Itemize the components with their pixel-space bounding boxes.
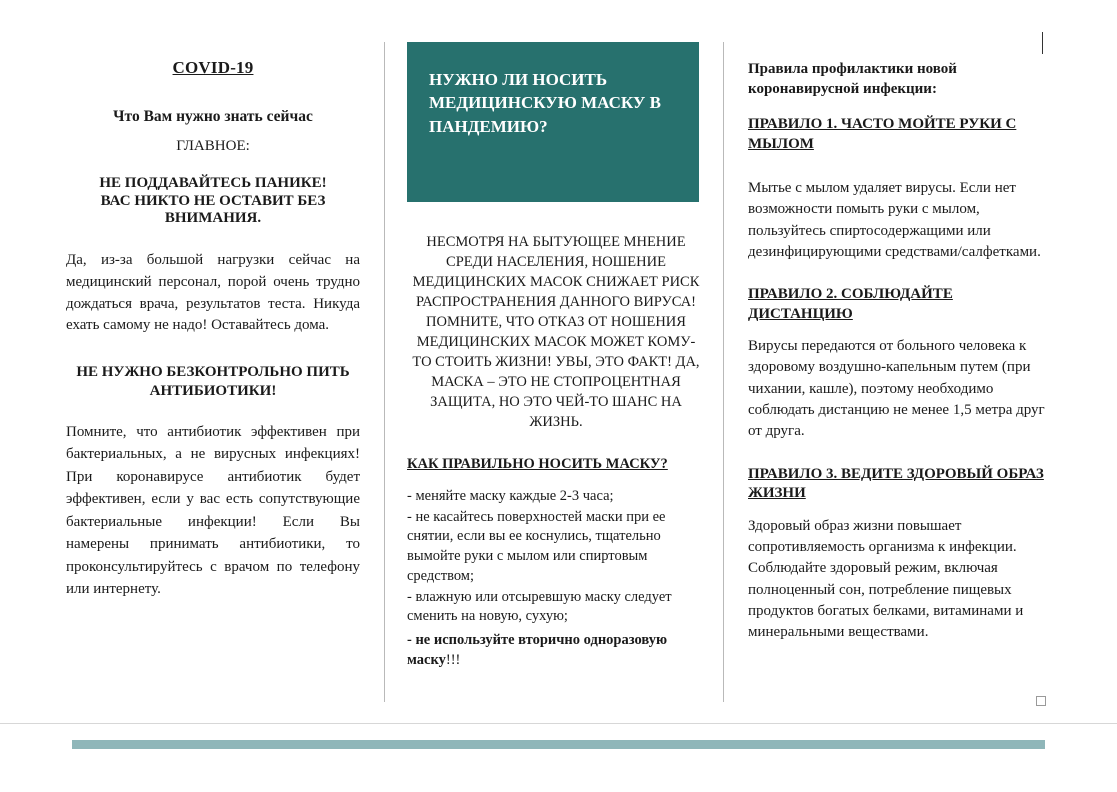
- middle-column: [384, 42, 724, 702]
- main-label: ГЛАВНОЕ:: [176, 138, 250, 154]
- rule-2-text: Вирусы передаются от больного человека к здоровому воздушно-капельным путем (при чихании, кашле), поэтому необходимо соблюдать дистанцию не менее 1,5 метра друг от друга.: [748, 338, 1045, 440]
- list-item-tail: !!!: [445, 651, 461, 668]
- list-item: - меняйте маску каждые 2-3 часа;: [407, 488, 614, 504]
- page-end-marker: [1036, 696, 1046, 706]
- prevention-heading: Правила профилактики новой коронавирусной инфекции:: [748, 61, 957, 97]
- footer-separator: [0, 723, 1117, 724]
- list-item-bold: - не используйте вторично одноразовую маску: [407, 632, 668, 668]
- left-paragraph-2: Помните, что антибиотик эффективен при бактериальных, а не вирусных инфекциях! При коронавирусе антибиотик будет эффективен, если у вас есть сопутствующие бактериальные инфекции! Если Вы намерены принимать антибиотики, то проконсультируйтесь с врачом по телефону или интернету.: [66, 423, 360, 598]
- left-paragraph-1: Да, из-за большой нагрузки сейчас на медицинский персонал, порой очень трудно дождаться врача, результатов теста. Никуда ехать самому не надо! Оставайтесь дома.: [66, 252, 360, 334]
- rule-3-title: ПРАВИЛО 3. ВЕДИТЕ ЗДОРОВЫЙ ОБРАЗ ЖИЗНИ: [748, 465, 1044, 502]
- covid-title: COVID-19: [172, 58, 254, 77]
- list-item: - влажную или отсыревшую маску следует сменить на новую, сухую;: [407, 588, 672, 625]
- mask-banner: НУЖНО ЛИ НОСИТЬ МЕДИЦИНСКУЮ МАСКУ В ПАНДЕМИЮ?: [407, 42, 699, 202]
- antibiotics-heading: НЕ НУЖНО БЕЗКОНТРОЛЬНО ПИТЬ АНТИБИОТИКИ!: [76, 364, 350, 399]
- panic-line-1: НЕ ПОДДАВАЙТЕСЬ ПАНИКЕ!: [99, 175, 327, 191]
- rule-1-title: ПРАВИЛО 1. ЧАСТО МОЙТЕ РУКИ С МЫЛОМ: [748, 116, 1017, 152]
- rule-2-title: ПРАВИЛО 2. СОБЛЮДАЙТЕ ДИСТАНЦИЮ: [748, 286, 953, 322]
- left-column: [44, 42, 384, 702]
- panic-line-2: ВАС НИКТО НЕ ОСТАВИТ БЕЗ ВНИМАНИЯ.: [100, 192, 326, 227]
- mask-body-text: НЕСМОТРЯ НА БЫТУЮЩЕЕ МНЕНИЕ СРЕДИ НАСЕЛЕНИЯ, НОШЕНИЕ МЕДИЦИНСКИХ МАСОК СНИЖАЕТ РИСК РАСПРОСТРАНЕНИЯ ДАННОГО ВИРУСА! ПОМНИТЕ, ЧТО ОТКАЗ ОТ НОШЕНИЯ МЕДИЦИНСКИХ МАСОК МОЖЕТ КОМУ-ТО СТОИТЬ ЖИЗНИ! УВЫ, ЭТО ФАКТ! ДА, МАСКА – ЭТО НЕ СТОПРОЦЕНТНАЯ ЗАЩИТА, НО ЭТО ЧЕЙ-ТО ШАНС НА ЖИЗНЬ.: [412, 234, 700, 430]
- list-item: - не касайтесь поверхностей маски при ее снятии, если вы ее коснулись, тщательно вымойте руки с мылом или спиртовым средством;: [407, 508, 666, 584]
- left-subtitle: Что Вам нужно знать сейчас: [113, 108, 313, 125]
- three-column-layout: [44, 42, 1073, 702]
- rule-3-text: Здоровый образ жизни повышает сопротивляемость организма к инфекции. Соблюдайте здоровый режим, включая полноценный сон, потребление пищевых продуктов богатых белками, витаминами и минеральными веществами.: [748, 517, 1024, 641]
- rule-1-text: Мытье с мылом удаляет вирусы. Если нет возможности помыть руки с мылом, пользуйтесь спиртосодержащими или дезинфицирующими средствами/салфетками.: [748, 180, 1041, 260]
- mask-bullet-last: [407, 631, 707, 670]
- mask-bullet-list: [407, 487, 707, 627]
- mask-question-heading: КАК ПРАВИЛЬНО НОСИТЬ МАСКУ?: [407, 456, 668, 472]
- footer-accent-bar: [72, 740, 1045, 749]
- right-column: [724, 42, 1073, 702]
- panic-warning: [66, 175, 360, 228]
